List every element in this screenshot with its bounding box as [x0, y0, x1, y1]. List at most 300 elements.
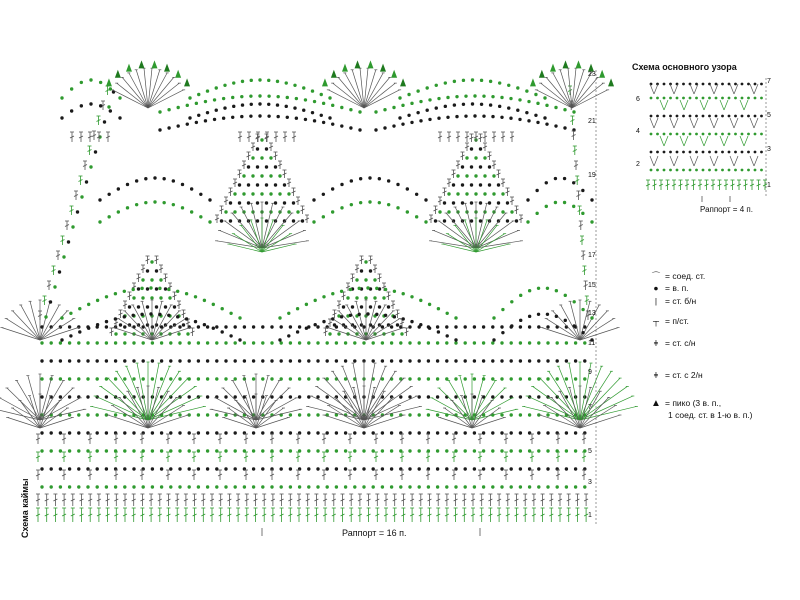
- picot-mark: [126, 64, 132, 72]
- chain-dot: [473, 114, 476, 117]
- chain-dot: [669, 97, 672, 100]
- chain-dot: [437, 307, 440, 310]
- chain-dot: [167, 314, 170, 317]
- chain-dot: [224, 395, 227, 398]
- picot-mark: [380, 64, 386, 72]
- chain-dot: [141, 296, 144, 299]
- chain-dot: [229, 334, 232, 337]
- hdc-symbol-icon: ┬: [652, 316, 660, 326]
- chain-dot: [381, 341, 384, 344]
- chain-dot: [270, 341, 273, 344]
- chain-dot: [427, 341, 430, 344]
- chain-dot: [461, 201, 464, 204]
- chain-dot: [80, 195, 83, 198]
- chain-dot: [270, 377, 273, 380]
- chain-dot: [169, 341, 172, 344]
- chain-dot: [149, 286, 152, 289]
- chain-dot: [491, 431, 494, 434]
- chain-dot: [491, 449, 494, 452]
- chain-dot: [215, 485, 218, 488]
- stitch-stroke: [148, 83, 179, 108]
- chain-dot: [40, 467, 43, 470]
- chain-dot: [464, 94, 467, 97]
- chain-dot: [516, 86, 519, 89]
- chain-dot: [331, 210, 334, 213]
- chain-dot: [565, 377, 568, 380]
- chain-dot: [355, 278, 358, 281]
- stitch-stroke: [472, 388, 505, 420]
- chain-dot: [178, 341, 181, 344]
- chain-dot: [298, 395, 301, 398]
- chain-dot: [527, 119, 530, 122]
- chain-dot: [378, 177, 381, 180]
- chain-dot: [708, 97, 711, 100]
- chain-dot: [232, 105, 235, 108]
- stitch-stroke: [750, 156, 754, 166]
- chain-dot: [114, 341, 117, 344]
- chain-dot: [702, 83, 705, 86]
- chain-dot: [428, 118, 431, 121]
- chain-dot: [233, 210, 236, 213]
- chain-dot: [96, 341, 99, 344]
- stitch-stroke: [704, 136, 708, 146]
- border-row-number: 3: [588, 479, 592, 486]
- chain-dot: [479, 219, 482, 222]
- chain-dot: [689, 151, 692, 154]
- chain-dot: [298, 377, 301, 380]
- chain-dot: [470, 201, 473, 204]
- chain-dot: [390, 449, 393, 452]
- chain-dot: [546, 359, 549, 362]
- stitch-stroke: [734, 84, 738, 94]
- chain-dot: [178, 485, 181, 488]
- stitch-stroke: [700, 100, 704, 110]
- chain-dot: [424, 198, 427, 201]
- chain-dot: [556, 485, 559, 488]
- chain-dot: [59, 359, 62, 362]
- chain-dot: [510, 341, 513, 344]
- chain-dot: [418, 413, 421, 416]
- chain-dot: [123, 315, 126, 318]
- chain-dot: [410, 102, 413, 105]
- stitch-stroke: [540, 378, 580, 420]
- chain-dot: [178, 431, 181, 434]
- border-row-number: 13: [588, 310, 596, 317]
- chain-dot: [515, 219, 518, 222]
- chain-dot: [510, 210, 513, 213]
- chain-dot: [563, 126, 566, 129]
- legend-item: [650, 398, 721, 409]
- chain-dot: [337, 332, 340, 335]
- chain-dot: [436, 413, 439, 416]
- chain-dot: [146, 305, 149, 308]
- chain-dot: [238, 201, 241, 204]
- chain-dot: [479, 201, 482, 204]
- chain-dot: [215, 359, 218, 362]
- chain-dot: [132, 314, 135, 317]
- chain-dot: [473, 395, 476, 398]
- chain-dot: [436, 341, 439, 344]
- chain-dot: [519, 341, 522, 344]
- chain-dot: [747, 151, 750, 154]
- chain-dot: [760, 151, 763, 154]
- picot-mark: [599, 70, 605, 78]
- chain-dot: [464, 359, 467, 362]
- chain-dot: [436, 449, 439, 452]
- chain-dot: [344, 359, 347, 362]
- chain-dot: [242, 174, 245, 177]
- chain-dot: [516, 109, 519, 112]
- chain-dot: [436, 359, 439, 362]
- picot-mark: [175, 70, 181, 78]
- chain-dot: [322, 102, 325, 105]
- chain-dot: [265, 165, 268, 168]
- chain-dot: [445, 325, 448, 328]
- chain-dot: [500, 325, 503, 328]
- stitch-stroke: [7, 388, 40, 420]
- chain-dot: [390, 431, 393, 434]
- chain-dot: [464, 431, 467, 434]
- chain-dot: [212, 326, 215, 329]
- legend-text: = пико (3 в. п.,: [665, 398, 722, 408]
- chain-dot: [251, 174, 254, 177]
- chain-dot: [510, 359, 513, 362]
- picot-mark: [184, 78, 190, 86]
- chain-dot: [86, 341, 89, 344]
- chain-dot: [146, 287, 149, 290]
- chain-dot: [537, 287, 540, 290]
- chain-dot: [206, 449, 209, 452]
- tr-symbol-icon: ǂ: [653, 370, 659, 380]
- chain-dot: [289, 359, 292, 362]
- chain-dot: [305, 326, 308, 329]
- chain-dot: [222, 97, 225, 100]
- chain-dot: [78, 307, 81, 310]
- chain-dot: [398, 116, 401, 119]
- chain-dot: [287, 312, 290, 315]
- chain-dot: [581, 331, 584, 334]
- chain-dot: [754, 133, 757, 136]
- chain-dot: [60, 316, 63, 319]
- chain-dot: [398, 96, 401, 99]
- chain-dot: [260, 156, 263, 159]
- chain-dot: [491, 359, 494, 362]
- chain-dot: [362, 467, 365, 470]
- chain-dot: [206, 467, 209, 470]
- chain-dot: [419, 119, 422, 122]
- stitch-stroke: [720, 136, 724, 146]
- chain-dot: [123, 377, 126, 380]
- chain-dot: [269, 156, 272, 159]
- chain-dot: [454, 341, 457, 344]
- chain-dot: [252, 485, 255, 488]
- chain-dot: [243, 359, 246, 362]
- chain-dot: [574, 431, 577, 434]
- chain-dot: [326, 449, 329, 452]
- chain-dot: [366, 286, 369, 289]
- chain-dot: [454, 485, 457, 488]
- chain-dot: [307, 341, 310, 344]
- chain-dot: [446, 334, 449, 337]
- chain-dot: [62, 255, 65, 258]
- chain-dot: [153, 176, 156, 179]
- chain-dot: [162, 201, 165, 204]
- chain-dot: [247, 201, 250, 204]
- picot-mark: [106, 78, 112, 86]
- border-row-number: 9: [588, 369, 592, 376]
- chain-dot: [500, 377, 503, 380]
- chain-dot: [256, 147, 259, 150]
- chain-dot: [142, 485, 145, 488]
- chain-dot: [350, 179, 353, 182]
- chain-dot: [492, 174, 495, 177]
- stitch-stroke: [684, 100, 688, 110]
- chain-dot: [123, 467, 126, 470]
- chain-dot: [734, 169, 737, 172]
- chain-dot: [229, 201, 232, 204]
- chain-dot: [150, 278, 153, 281]
- chain-dot: [344, 341, 347, 344]
- picot-mark: [331, 70, 337, 78]
- chain-dot: [188, 359, 191, 362]
- chain-dot: [474, 156, 477, 159]
- chain-dot: [435, 84, 438, 87]
- stitch-stroke: [664, 136, 668, 146]
- chain-dot: [123, 325, 126, 328]
- chain-dot: [760, 169, 763, 172]
- chain-dot: [656, 115, 659, 118]
- chain-dot: [583, 485, 586, 488]
- chain-dot: [340, 206, 343, 209]
- chain-dot: [418, 341, 421, 344]
- chain-dot: [543, 116, 546, 119]
- chain-dot: [231, 96, 234, 99]
- chain-dot: [554, 124, 557, 127]
- chain-dot: [328, 96, 331, 99]
- chain-dot: [164, 287, 167, 290]
- chain-dot: [340, 290, 343, 293]
- chain-dot: [669, 115, 672, 118]
- chain-dot: [349, 108, 352, 111]
- chain-dot: [287, 334, 290, 337]
- chain-dot: [178, 377, 181, 380]
- chain-dot: [313, 100, 316, 103]
- chain-dot: [335, 341, 338, 344]
- chain-dot: [546, 449, 549, 452]
- picot-mark: [322, 78, 328, 86]
- chain-dot: [344, 467, 347, 470]
- chain-dot: [316, 377, 319, 380]
- chain-dot: [715, 115, 718, 118]
- chain-dot: [534, 93, 537, 96]
- chain-dot: [556, 359, 559, 362]
- chain-dot: [747, 169, 750, 172]
- chain-dot: [252, 449, 255, 452]
- chain-dot: [150, 296, 153, 299]
- chain-dot: [349, 288, 352, 291]
- chain-dot: [465, 192, 468, 195]
- chain-dot: [137, 287, 140, 290]
- chain-dot: [215, 325, 218, 328]
- chain-dot: [132, 485, 135, 488]
- chain-dot: [408, 341, 411, 344]
- chain-dot: [464, 449, 467, 452]
- stitch-stroke: [690, 156, 694, 166]
- chain-dot: [331, 122, 334, 125]
- chain-dot: [213, 98, 216, 101]
- chain-dot: [383, 126, 386, 129]
- chain-dot: [169, 359, 172, 362]
- chain-dot: [500, 413, 503, 416]
- chain-dot: [160, 377, 163, 380]
- chain-dot: [289, 485, 292, 488]
- chain-dot: [186, 332, 189, 335]
- chain-dot: [146, 269, 149, 272]
- chain-dot: [359, 201, 362, 204]
- chain-dot: [427, 413, 430, 416]
- chain-dot: [206, 89, 209, 92]
- chain-dot: [473, 449, 476, 452]
- chain-dot: [444, 105, 447, 108]
- chain-dot: [473, 485, 476, 488]
- stitch-stroke: [117, 83, 148, 108]
- chain-dot: [399, 485, 402, 488]
- chain-dot: [53, 285, 56, 288]
- chain-dot: [68, 359, 71, 362]
- stitch-stroke: [744, 100, 748, 110]
- chain-dot: [322, 121, 325, 124]
- chain-dot: [167, 288, 170, 291]
- chain-dot: [408, 431, 411, 434]
- chain-dot: [488, 183, 491, 186]
- chain-dot: [483, 174, 486, 177]
- chain-dot: [123, 332, 126, 335]
- chain-dot: [401, 104, 404, 107]
- chain-dot: [500, 116, 503, 119]
- chain-dot: [416, 111, 419, 114]
- chain-dot: [381, 485, 384, 488]
- chain-dot: [650, 115, 653, 118]
- chain-dot: [77, 341, 80, 344]
- chain-dot: [537, 325, 540, 328]
- chain-dot: [446, 116, 449, 119]
- chain-dot: [224, 210, 227, 213]
- chain-dot: [140, 313, 143, 316]
- chain-dot: [172, 179, 175, 182]
- chain-dot: [135, 203, 138, 206]
- chain-dot: [382, 296, 385, 299]
- chain-dot: [176, 290, 179, 293]
- chain-dot: [574, 449, 577, 452]
- chain-dot: [269, 174, 272, 177]
- chain-dot: [372, 359, 375, 362]
- chain-dot: [132, 359, 135, 362]
- chain-dot: [373, 278, 376, 281]
- chain-dot: [96, 431, 99, 434]
- chain-dot: [721, 115, 724, 118]
- chain-dot: [252, 325, 255, 328]
- chain-dot: [492, 192, 495, 195]
- stitch-stroke: [754, 84, 758, 94]
- chain-dot: [728, 169, 731, 172]
- chain-dot: [715, 83, 718, 86]
- stitch-stroke: [724, 136, 728, 146]
- chain-dot: [501, 308, 504, 311]
- chain-dot: [105, 449, 108, 452]
- chain-dot: [206, 485, 209, 488]
- chain-dot: [546, 325, 549, 328]
- chain-dot: [491, 485, 494, 488]
- chain-dot: [197, 359, 200, 362]
- stitch-stroke: [108, 378, 148, 420]
- chain-dot: [372, 341, 375, 344]
- chain-dot: [59, 377, 62, 380]
- chain-dot: [446, 96, 449, 99]
- chain-dot: [537, 313, 540, 316]
- chain-dot: [402, 292, 405, 295]
- chain-dot: [563, 177, 566, 180]
- chain-dot: [99, 104, 102, 107]
- chain-dot: [44, 315, 47, 318]
- chain-dot: [452, 201, 455, 204]
- stitch-stroke: [740, 136, 744, 146]
- chain-dot: [669, 169, 672, 172]
- chain-dot: [270, 325, 273, 328]
- chain-dot: [721, 151, 724, 154]
- sc-symbol-icon: |: [654, 296, 658, 306]
- chain-dot: [519, 294, 522, 297]
- chain-dot: [186, 122, 189, 125]
- chain-dot: [316, 413, 319, 416]
- chain-dot: [58, 270, 61, 273]
- chain-dot: [590, 220, 593, 223]
- chain-dot: [267, 94, 270, 97]
- chain-dot: [340, 315, 343, 318]
- stitch-stroke: [734, 156, 738, 166]
- stitch-stroke: [580, 301, 590, 340]
- chain-dot: [206, 377, 209, 380]
- chain-dot: [326, 359, 329, 362]
- chain-dot: [164, 305, 167, 308]
- chain-dot: [410, 121, 413, 124]
- chain-dot: [280, 485, 283, 488]
- chain-dot: [462, 79, 465, 82]
- chain-dot: [188, 467, 191, 470]
- chain-dot: [676, 133, 679, 136]
- chain-dot: [650, 133, 653, 136]
- chain-dot: [464, 377, 467, 380]
- chain-dot: [172, 203, 175, 206]
- chain-dot: [158, 287, 161, 290]
- chain-dot: [40, 431, 43, 434]
- chain-dot: [249, 114, 252, 117]
- chain-dot: [535, 212, 538, 215]
- chain-dot: [509, 97, 512, 100]
- chain-dot: [49, 300, 52, 303]
- chain-dot: [151, 485, 154, 488]
- chain-dot: [326, 431, 329, 434]
- chain-dot: [68, 377, 71, 380]
- chain-dot: [260, 138, 263, 141]
- chain-dot: [215, 413, 218, 416]
- chain-dot: [197, 114, 200, 117]
- chain-dot: [223, 84, 226, 87]
- picot-mark: [575, 60, 581, 68]
- chain-dot: [556, 341, 559, 344]
- chain-dot: [105, 467, 108, 470]
- chain-dot: [445, 467, 448, 470]
- chain-dot: [307, 467, 310, 470]
